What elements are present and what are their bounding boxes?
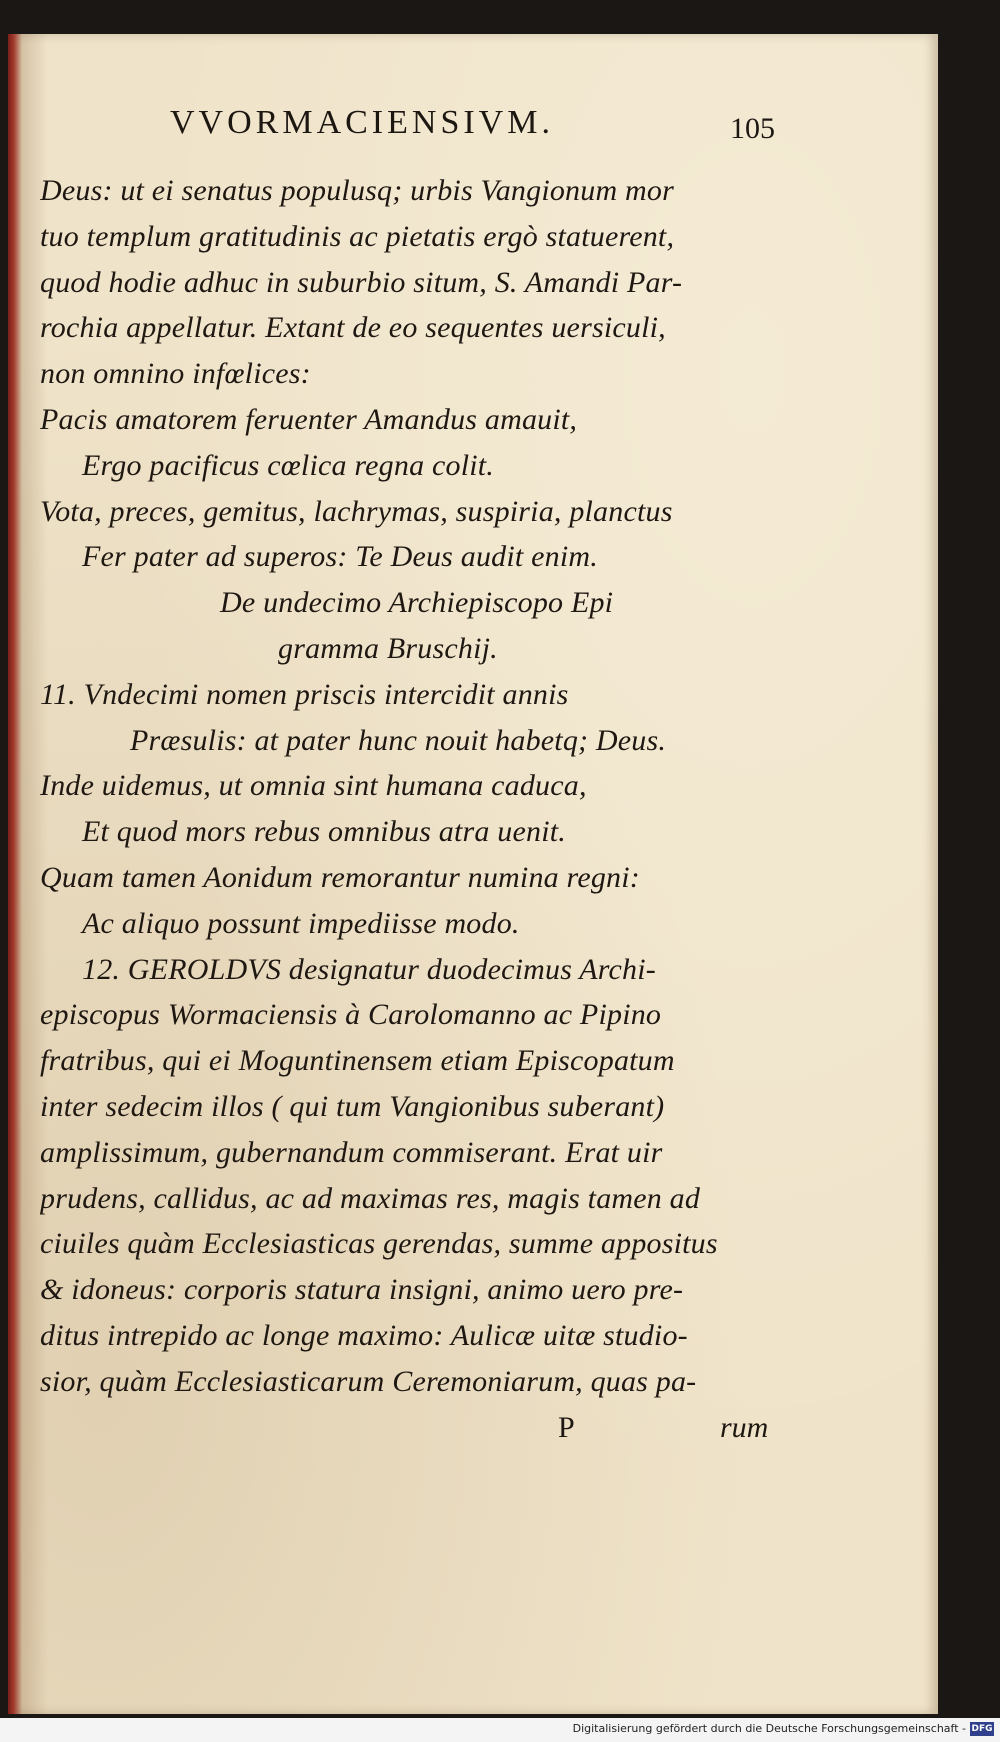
signature-mark: P [558, 1410, 575, 1444]
page-number: 105 [730, 112, 775, 145]
text-line: inter sedecim illos ( qui tum Vangionibus suberant) [40, 1089, 665, 1123]
digitization-footer [0, 1718, 1000, 1742]
verse-line: Et quod mors rebus omnibus atra uenit. [82, 815, 566, 849]
page-foot [40, 1405, 780, 1451]
section-heading: De undecimo Archiepiscopo Epi [220, 586, 614, 620]
text-line: Deus: ut ei senatus populusq; urbis Vangionum mor [40, 174, 674, 207]
body-text [40, 168, 780, 1450]
verse-line: Quam tamen Aonidum remorantur numina regni: [40, 860, 640, 894]
text-line: sior, quàm Ecclesiasticarum Ceremoniarum, quas pa- [40, 1364, 697, 1398]
verse-line: Vota, preces, gemitus, lachrymas, suspiria, planctus [40, 494, 673, 528]
catchword: rum [720, 1410, 769, 1444]
running-head: VVORMACIENSIVM. [170, 104, 554, 141]
dfg-logo-icon: DFG [971, 1724, 993, 1734]
section-heading: gramma Bruschij. [278, 631, 498, 665]
text-line: amplissimum, gubernandum commiserant. Erat uir [40, 1135, 663, 1169]
text-line: fratribus, qui ei Moguntinensem etiam Episcopatum [40, 1044, 675, 1078]
text-line: non omnino infœlices: [40, 357, 311, 391]
text-line: rochia appellatur. Extant de eo sequentes uersiculi, [40, 311, 666, 345]
verse-line: Ergo pacificus cœlica regna colit. [82, 448, 495, 482]
text-line: ditus intrepido ac longe maximo: Aulicæ uitæ studio- [40, 1318, 688, 1352]
text-line: episcopus Wormaciensis à Carolomanno ac Pipino [40, 998, 662, 1032]
binding-edge [8, 34, 22, 1714]
verse-line: Præsulis: at pater hunc nouit habetq; Deus. [130, 723, 667, 757]
funding-credit: Digitalisierung gefördert durch die Deutsche Forschungsgemeinschaft - [572, 1722, 966, 1735]
verse-line: 11. Vndecimi nomen priscis intercidit annis [40, 677, 569, 711]
text-line: & idoneus: corporis statura insigni, animo uero pre- [40, 1273, 684, 1307]
text-line: tuo templum gratitudinis ac pietatis ergò statuerent, [40, 219, 675, 253]
verse-line: Ac aliquo possunt impediisse modo. [82, 906, 520, 940]
text-line: quod hodie adhuc in suburbio situm, S. Amandi Par- [40, 265, 683, 299]
verse-line: Pacis amatorem feruenter Amandus amauit, [40, 402, 578, 436]
verse-line: Inde uidemus, ut omnia sint humana caduca, [40, 769, 587, 803]
verse-line: Fer pater ad superos: Te Deus audit enim. [82, 540, 598, 574]
text-line: ciuiles quàm Ecclesiasticas gerendas, summe appositus [40, 1227, 718, 1261]
text-line: prudens, callidus, ac ad maximas res, magis tamen ad [40, 1181, 701, 1215]
text-line: 12. GEROLDVS designatur duodecimus Archi- [82, 952, 656, 986]
